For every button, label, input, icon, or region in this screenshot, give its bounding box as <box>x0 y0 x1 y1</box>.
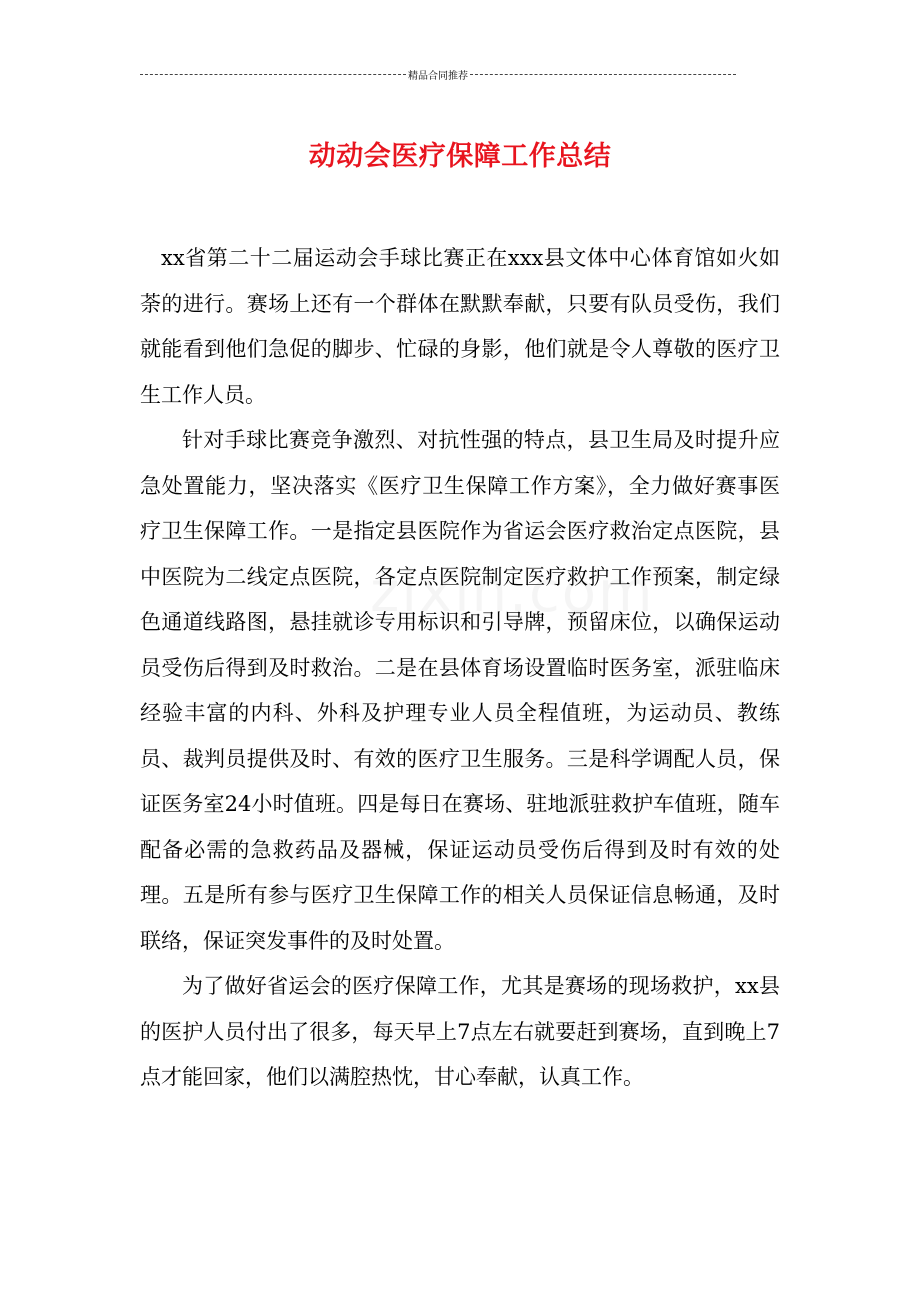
header-label: 精品合同推荐 <box>408 70 468 82</box>
document-body <box>140 236 780 1101</box>
paragraph-1: xx省第二十二届运动会手球比赛正在xxx县文体中心体育馆如火如荼的进行。赛场上还有一个群体在默默奉献，只要有队员受伤，我们就能看到他们急促的脚步、忙碌的身影，他们就是令人尊敬的医疗卫生工作人员。 <box>140 246 780 407</box>
paragraph-3: 为了做好省运会的医疗保障工作，尤其是赛场的现场救护，xx县的医护人员付出了很多，每天早上7点左右就要赶到赛场，直到晚上7点才能回家，他们以满腔热忱，甘心奉献，认真工作。 <box>140 974 780 1089</box>
document-title: 动动会医疗保障工作总结 <box>308 141 612 173</box>
header-dash-left <box>140 74 406 75</box>
page-header <box>140 66 736 82</box>
header-dash-right <box>470 74 736 75</box>
paragraph-2: 针对手球比赛竞争激烈、对抗性强的特点，县卫生局及时提升应急处置能力，坚决落实《医疗卫生保障工作方案》，全力做好赛事医疗卫生保障工作。一是指定县医院作为省运会医疗救治定点医院，县中医院为二线定点医院，各定点医院制定医疗救护工作预案，制定绿色通道线路图，悬挂就诊专用标识和引导牌，预留床位，以确保运动员受伤后得到及时救治。二是在县体育场设置临时医务室，派驻临床经验丰富的内科、外科及护理专业人员全程值班，为运动员、教练员、裁判员提供及时、有效的医疗卫生服务。三是科学调配人员，保证医务室24小时值班。四是每日在赛场、驻地派驻救护车值班，随车配备必需的急救药品及器械，保证运动员受伤后得到及时有效的处理。五是所有参与医疗卫生保障工作的相关人员保证信息畅通，及时联络，保证突发事件的及时处置。 <box>140 428 780 953</box>
